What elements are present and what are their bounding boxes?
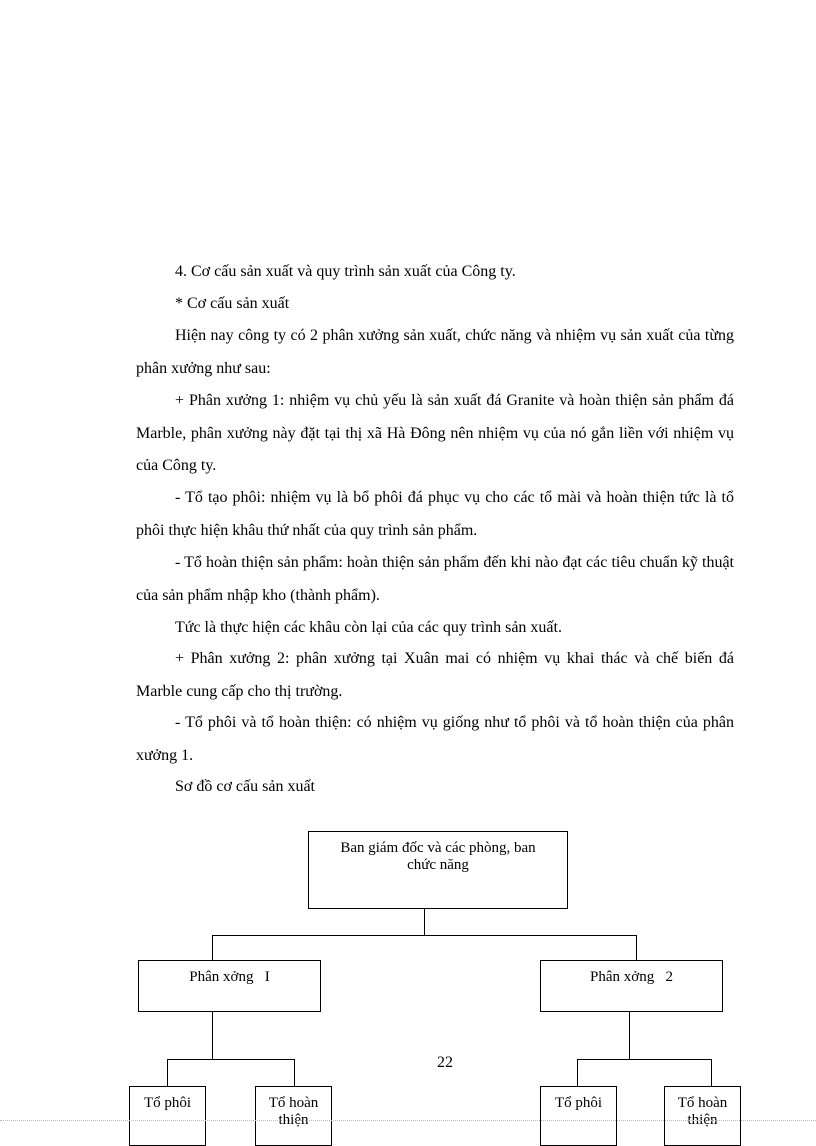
connector-line bbox=[577, 1059, 712, 1060]
org-box-team-1a bbox=[129, 1086, 206, 1146]
org-box-label: Ban giám đốc và các phòng, ban chức năng bbox=[340, 840, 536, 873]
paragraph: Tức là thực hiện các khâu còn lại của các quy trình sản xuất. bbox=[175, 619, 562, 636]
connector-line bbox=[212, 935, 637, 936]
connector-line bbox=[711, 1059, 712, 1086]
org-box-label: Tổ hoàn thiện bbox=[268, 1095, 319, 1128]
connector-line bbox=[212, 1012, 213, 1059]
org-box-label: Tổ hoàn thiện bbox=[677, 1095, 728, 1128]
paragraph: - Tổ tạo phôi: nhiệm vụ là bổ phôi đá phục vụ cho các tổ mài và hoàn thiện tức là tổ phôi thực hiện khâu thứ nhất của quy trình sản phẩm. bbox=[136, 489, 734, 539]
connector-line bbox=[294, 1059, 295, 1086]
org-box-team-2a bbox=[540, 1086, 617, 1146]
org-box-management bbox=[308, 831, 568, 909]
section-heading: 4. Cơ cấu sản xuất và quy trình sản xuất của Công ty. bbox=[175, 263, 516, 280]
paragraph: Hiện nay công ty có 2 phân xưởng sản xuất, chức năng và nhiệm vụ sản xuất của từng phân xưởng như sau: bbox=[136, 327, 734, 377]
paragraph: - Tổ phôi và tổ hoàn thiện: có nhiệm vụ giống như tổ phôi và tổ hoàn thiện của phân xưởng 1. bbox=[136, 714, 734, 764]
org-box-team-1b bbox=[255, 1086, 332, 1146]
subheading: * Cơ cấu sản xuất bbox=[175, 295, 290, 312]
page-break-line bbox=[0, 1120, 816, 1121]
page-number: 22 bbox=[437, 1054, 453, 1071]
org-box-workshop-1 bbox=[138, 960, 321, 1012]
connector-line bbox=[636, 935, 637, 961]
org-box-label: Tổ phôi bbox=[554, 1095, 603, 1111]
org-box-team-2b bbox=[664, 1086, 741, 1146]
org-box-label: Phân xởng I bbox=[189, 969, 270, 985]
connector-line bbox=[167, 1059, 295, 1060]
paragraph: + Phân xưởng 2: phân xưởng tại Xuân mai có nhiệm vụ khai thác và chế biến đá Marble cung cấp cho thị trường. bbox=[136, 650, 734, 700]
connector-line bbox=[167, 1059, 168, 1086]
diagram-caption: Sơ đồ cơ cấu sản xuất bbox=[175, 778, 315, 795]
org-box-label: Tổ phôi bbox=[143, 1095, 192, 1111]
paragraph: + Phân xưởng 1: nhiệm vụ chủ yếu là sản xuất đá Granite và hoàn thiện sản phẩm đá Marble, phân xưởng này đặt tại thị xã Hà Đông nên nhiệm vụ của nó gắn liền với nhiệm vụ của Công ty. bbox=[136, 392, 734, 474]
paragraph: - Tổ hoàn thiện sản phẩm: hoàn thiện sản phẩm đến khi nào đạt các tiêu chuẩn kỹ thuật của sản phẩm nhập kho (thành phẩm). bbox=[136, 554, 734, 604]
connector-line bbox=[629, 1012, 630, 1059]
org-box-label: Phân xởng 2 bbox=[590, 969, 673, 985]
connector-line bbox=[577, 1059, 578, 1086]
connector-line bbox=[424, 909, 425, 935]
connector-line bbox=[212, 935, 213, 961]
org-box-workshop-2 bbox=[540, 960, 723, 1012]
